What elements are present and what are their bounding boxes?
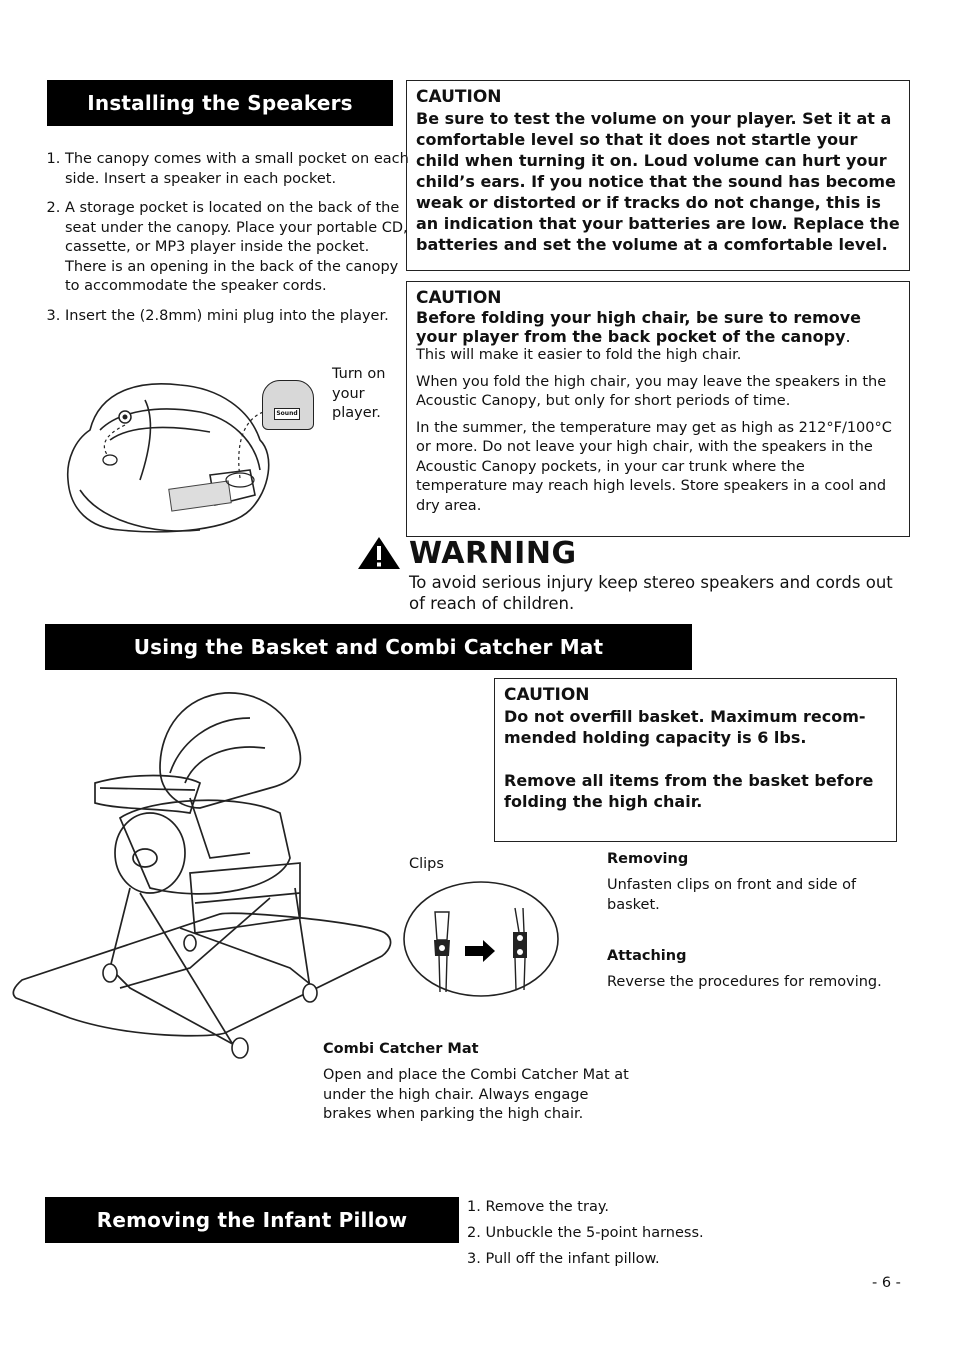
pillow-step-1: 1. Remove the tray.: [467, 1199, 609, 1215]
caution-basket-p2: Remove all items from the basket before folding the high chair.: [504, 771, 874, 811]
caution-volume-box: [406, 80, 910, 271]
caution-folding-bold-end: .: [845, 327, 851, 346]
pillow-step-2: 2. Unbuckle the 5-point harness.: [467, 1225, 704, 1241]
page-number: - 6 -: [872, 1275, 901, 1291]
pillow-step-1-text: Remove the tray.: [485, 1199, 609, 1215]
attaching-text: Reverse the procedures for removing.: [607, 974, 882, 990]
caution-folding-bold-text: Before folding your high chair, be sure to remove your player from the back pocket of the canopy: [416, 308, 862, 346]
speakers-heading: Installing the Speakers: [47, 80, 393, 126]
caution-folding-bold: [416, 308, 900, 346]
warning-title: WARNING: [409, 536, 577, 571]
removing-title: Removing: [607, 851, 689, 867]
caution-folding-title: CAUTION: [416, 288, 502, 308]
player-sound-label: Sound: [274, 408, 300, 420]
speakers-step-3: 3. Insert the (2.8mm) mini plug into the player.: [65, 307, 415, 327]
high-chair-illustration: [10, 688, 410, 1068]
mat-text: Open and place the Combi Catcher Mat at under the high chair. Always engage brakes when parking the high chair.: [323, 1067, 629, 1122]
turn-on-label: Turn on your player.: [332, 366, 386, 421]
speakers-step-2: 2. A storage pocket is located on the back of the seat under the canopy. Place your portable CD, cassette, or MP3 player inside the pocket. There is an opening in the back of the canopy to accommodate the speaker cords.: [65, 199, 415, 297]
caution-basket-box: [494, 678, 897, 842]
warning-text: To avoid serious injury keep stereo speakers and cords out of reach of children.: [409, 573, 893, 613]
speakers-steps: [47, 150, 415, 336]
caution-volume-title: CAUTION: [416, 87, 502, 107]
pillow-heading: Removing the Infant Pillow: [45, 1197, 459, 1243]
caution-folding-p2: When you fold the high chair, you may leave the speakers in the Acoustic Canopy, but only for short periods of time.: [416, 373, 887, 409]
speakers-step-1: 1. The canopy comes with a small pocket on each side. Insert a speaker in each pocket.: [65, 150, 415, 189]
player-device: [262, 380, 314, 430]
clips-label: Clips: [409, 856, 444, 872]
mat-title: Combi Catcher Mat: [323, 1041, 479, 1057]
attaching-title: Attaching: [607, 948, 687, 964]
pillow-step-3-text: Pull off the infant pillow.: [485, 1251, 660, 1267]
caution-folding-p3: In the summer, the temperature may get as high as 212°F/100°C or more. Do not leave your high chair, with the speakers in the Acoustic Canopy pockets, in your car trunk where the temperature may reach high levels. Store speakers in a cool and dry area.: [416, 419, 892, 514]
caution-basket-p1: Do not overfill basket. Maximum recom-mended holding capacity is 6 lbs.: [504, 707, 866, 747]
removing-text: Unfasten clips on front and side of basket.: [607, 877, 857, 913]
pillow-step-2-text: Unbuckle the 5-point harness.: [485, 1225, 704, 1241]
caution-basket-title: CAUTION: [504, 685, 590, 705]
pillow-step-3: 3. Pull off the infant pillow.: [467, 1251, 660, 1267]
pillow-steps: [467, 1194, 847, 1272]
caution-folding-p1: This will make it easier to fold the high chair.: [416, 347, 742, 363]
caution-folding-box: [406, 281, 910, 537]
basket-heading: Using the Basket and Combi Catcher Mat: [45, 624, 692, 670]
caution-volume-text: Be sure to test the volume on your player. Set it at a comfortable level so that it does not startle your child when turning it on. Loud volume can hurt your child’s ears. If you notice that the sound has become weak or distorted or if tracks do not change, this is an indication that your batteries are low. Replace the batteries and set the volume at a comfortable level.: [416, 109, 900, 254]
clips-illustration: [403, 880, 561, 998]
warning-icon: [357, 536, 401, 570]
